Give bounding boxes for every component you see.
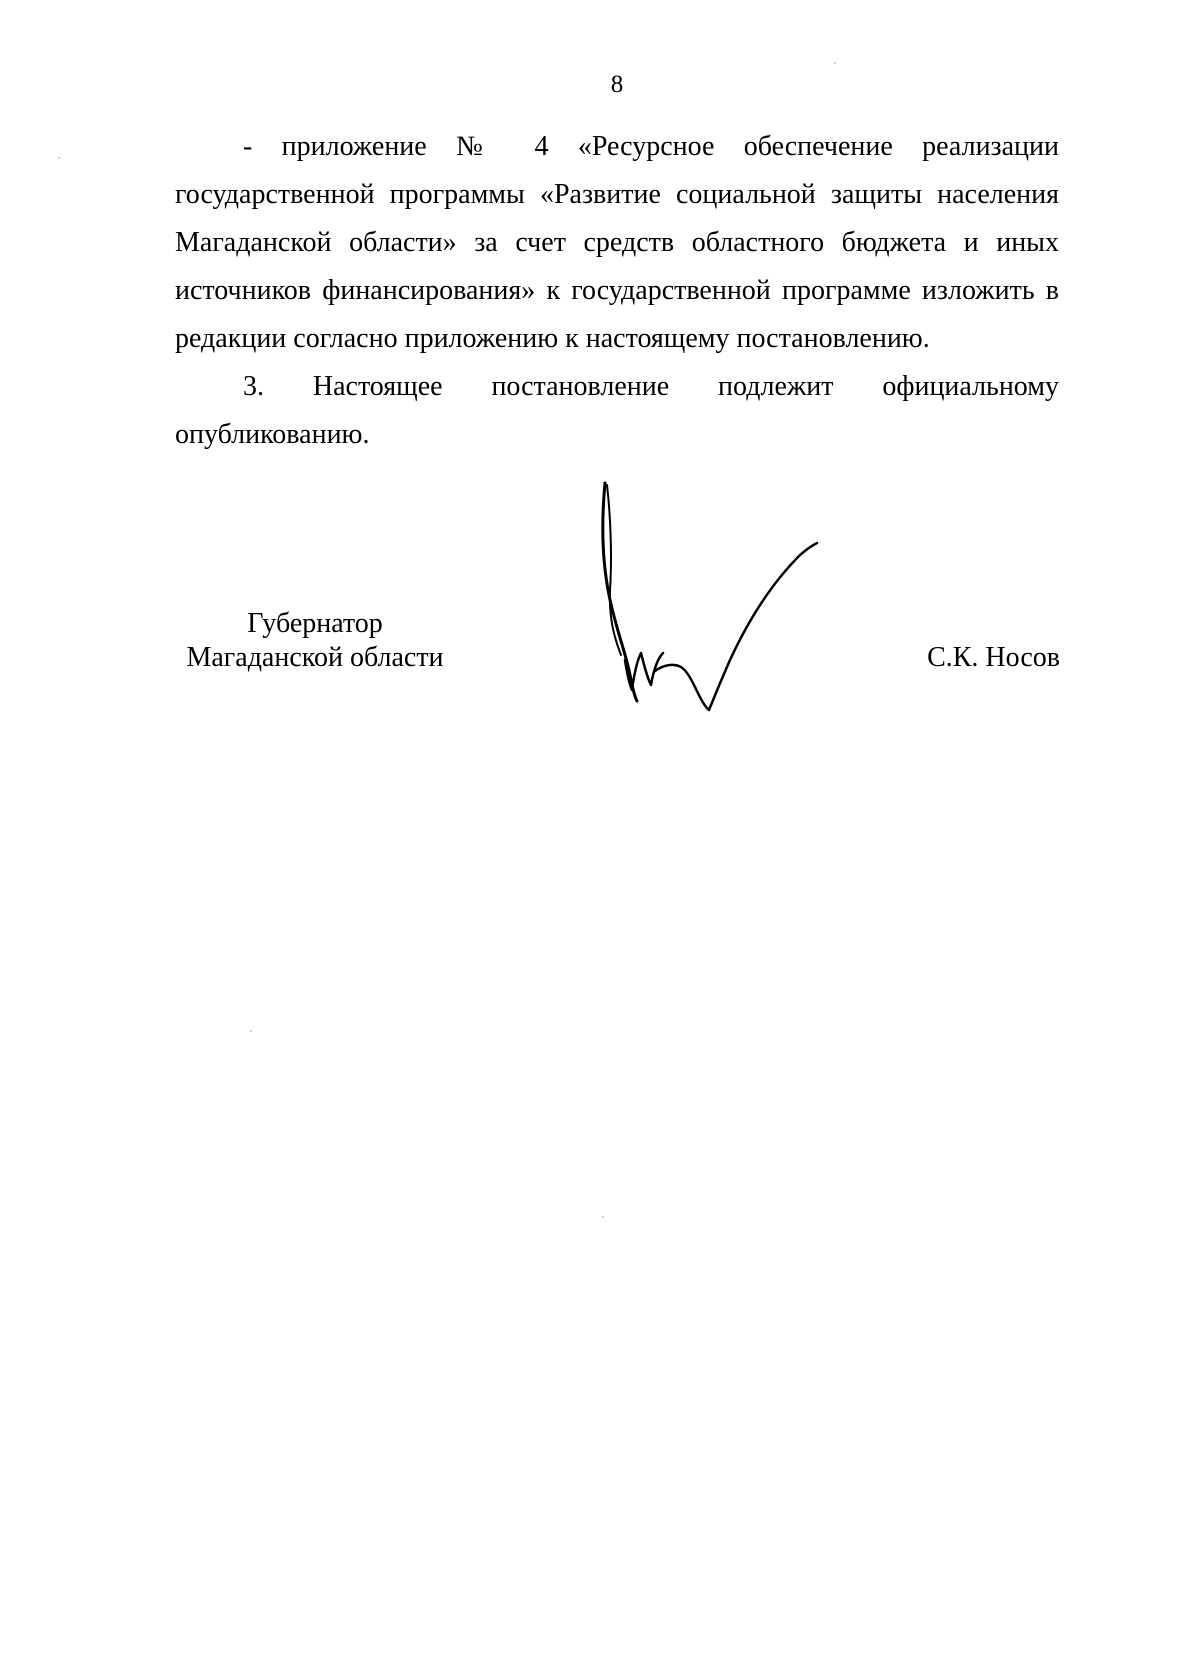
scan-artifact [834,62,836,64]
signatory-title: Губернатор [247,608,383,639]
scan-artifact [250,1030,252,1032]
signatory-position [170,607,460,675]
signatory-region: Магаданской области [186,642,444,673]
page-number: 8 [610,71,624,98]
scan-artifact [58,157,60,159]
handwritten-signature-icon [585,475,835,725]
paragraph-publication: 3. Настоящее постановление подлежит официальному опубликованию. [175,371,1059,450]
scan-artifact [602,1216,604,1218]
paragraph-appendix-4: - приложение № 4 «Ресурсное обеспечение реализации государственной программы «Развитие социальной защиты населения Магаданской области» за счет средств областного бюджета и иных источников финансирования» к государственной программе изложить в редакции согласно приложению к настоящему постановлению. [175,131,1059,354]
signatory-name: С.К. Носов [927,642,1060,673]
